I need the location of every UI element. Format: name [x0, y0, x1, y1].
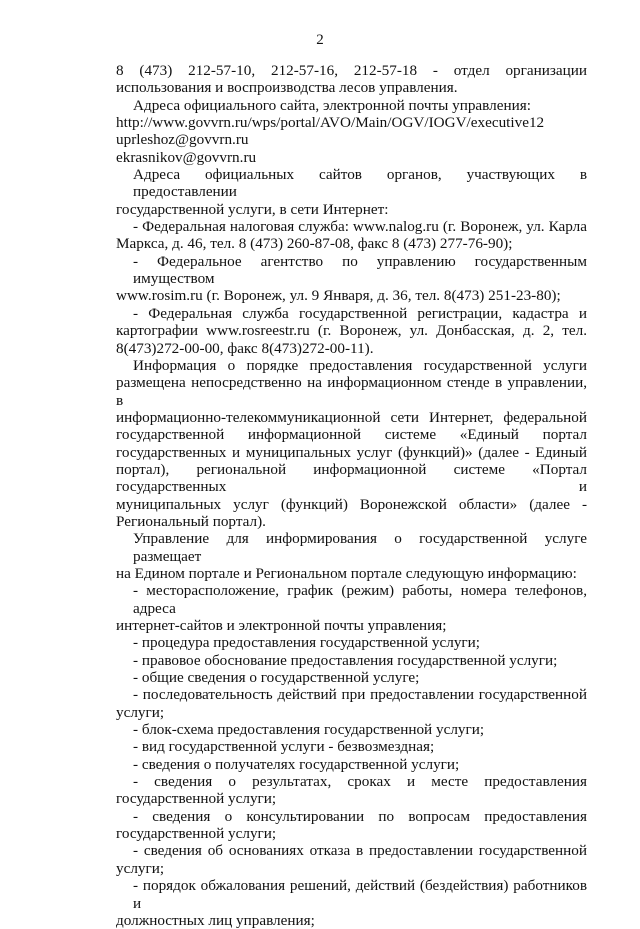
text-line: муниципальных услуг (функций) Воронежской области» (далее -: [116, 495, 587, 513]
text-line: - Федеральное агентство по управлению государственным имуществом: [133, 252, 587, 288]
text-line: государственной информационной системе «Единый портал: [116, 426, 587, 444]
text-line: картографии www.rosreestr.ru (г. Воронеж, ул. Донбасская, д. 2, тел.: [116, 322, 587, 340]
text-line: Управление для информирования о государственной услуге размещает: [133, 530, 587, 565]
text-line: - правовое обоснование предоставления государственной услуги;: [133, 651, 558, 669]
text-line: - сведения о получателях государственной услуги;: [133, 755, 460, 773]
text-line: должностных лиц управления;: [116, 911, 315, 929]
text-line: Адреса официальных сайтов органов, участвующих в предоставлении: [133, 166, 587, 201]
text-line: Маркса, д. 46, тел. 8 (473) 260-87-08, факс 8 (473) 277-76-90);: [116, 235, 513, 253]
text-line: государственных и муниципальных услуг (функций)» (далее - Единый: [116, 443, 587, 461]
text-line: 8(473)272-00-00, факс 8(473)272-00-11).: [116, 339, 374, 357]
text-line: - процедура предоставления государственной услуги;: [133, 634, 481, 652]
text-line: - общие сведения о государственной услуге;: [133, 669, 420, 687]
text-line: размещена непосредственно на информационном стенде в управлении, в: [116, 374, 587, 409]
text-line: ekrasnikov@govvrn.ru: [116, 148, 257, 166]
text-line: - блок-схема предоставления государственной услуги;: [133, 721, 485, 739]
text-line: 8 (473) 212-57-10, 212-57-16, 212-57-18 - отдел организации: [116, 62, 587, 79]
text-line: использования и воспроизводства лесов управления.: [116, 79, 458, 97]
text-line: Региональный портал).: [116, 512, 266, 530]
text-line: - вид государственной услуги - безвозмездная;: [133, 738, 435, 756]
text-line: - Федеральная служба государственной регистрации, кадастра и: [133, 304, 587, 322]
text-line: интернет-сайтов и электронной почты управления;: [116, 617, 447, 634]
document-body: [116, 62, 587, 929]
text-line: государственной услуги, в сети Интернет:: [116, 200, 389, 218]
text-line: - сведения о консультировании по вопросам предоставления: [133, 807, 587, 825]
text-line: портал), региональной информационной системе «Портал государственных и: [116, 460, 587, 496]
text-line: услуги;: [116, 703, 165, 721]
text-line: - Федеральная налоговая служба: www.nalog.ru (г. Воронеж, ул. Карла: [133, 218, 587, 236]
text-line: информационно-телекоммуникационной сети Интернет, федеральной: [116, 408, 587, 426]
text-line: - сведения об основаниях отказа в предоставлении государственной: [133, 842, 587, 860]
text-line: на Едином портале и Региональном портале следующую информацию:: [116, 564, 577, 582]
text-line: услуги;: [116, 859, 165, 877]
text-line: Информация о порядке предоставления государственной услуги: [133, 356, 587, 374]
text-line: государственной услуги;: [116, 790, 277, 808]
text-line: www.rosim.ru (г. Воронеж, ул. 9 Января, д. 36, тел. 8(473) 251-23-80);: [116, 287, 561, 305]
text-line: - последовательность действий при предоставлении государственной: [133, 686, 587, 704]
text-line: государственной услуги;: [116, 825, 277, 843]
text-line: - сведения о результатах, сроках и месте предоставления: [133, 773, 587, 791]
text-line: uprleshoz@govvrn.ru: [116, 131, 249, 149]
page-number: 2: [316, 32, 324, 48]
text-line: Адреса официального сайта, электронной почты управления:: [133, 96, 531, 114]
text-line: - месторасположение, график (режим) работы, номера телефонов, адреса: [133, 582, 587, 617]
text-line: http://www.govvrn.ru/wps/portal/AVO/Main/OGV/IOGV/executive12: [116, 114, 545, 132]
text-line: - порядок обжалования решений, действий (бездействия) работников и: [133, 877, 587, 912]
